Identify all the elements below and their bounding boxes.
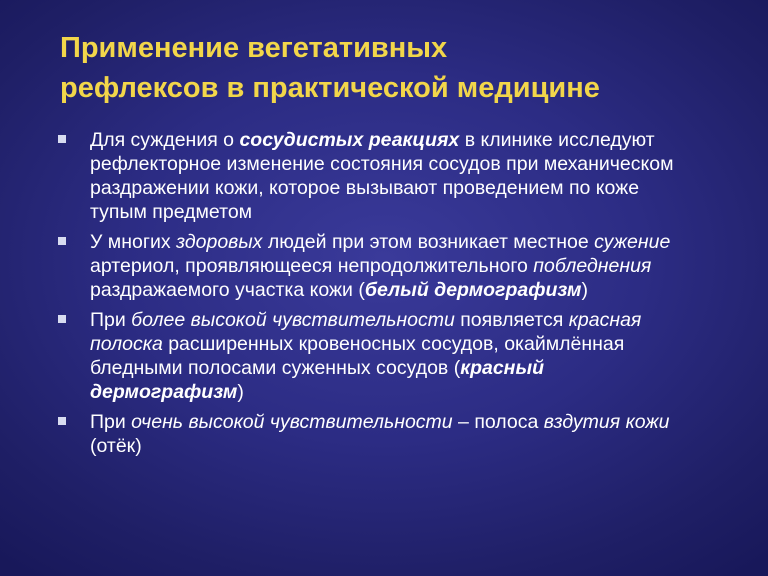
square-bullet-icon xyxy=(58,315,66,323)
bullet-text: При xyxy=(90,309,132,331)
bullet-text: артериол, проявляющееся непродолжительного xyxy=(90,255,534,277)
bullet-emphasis: очень высокой чувствительности xyxy=(131,411,453,433)
bullet-emphasis: вздутия кожи xyxy=(543,411,670,433)
bullet-text: раздражаемого участка кожи ( xyxy=(90,279,365,301)
bullet-text: – полоса xyxy=(452,411,544,433)
bullet-text: (отёк) xyxy=(90,435,142,457)
bullet-text: При xyxy=(90,411,132,433)
bullet-item-4 xyxy=(56,410,696,458)
bullet-emphasis: сужение xyxy=(594,231,671,253)
bullet-text: появляется xyxy=(454,309,569,331)
square-bullet-icon xyxy=(58,135,66,143)
bullet-emphasis: красный дермографизм xyxy=(90,357,545,403)
bullet-text: ) xyxy=(237,381,244,403)
square-bullet-icon xyxy=(58,417,66,425)
slide-title-line-1: Применение вегетативных xyxy=(60,32,448,64)
bullet-emphasis: побледнения xyxy=(533,255,652,277)
bullet-emphasis: здоровых xyxy=(176,231,263,253)
bullet-list xyxy=(56,128,696,464)
bullet-emphasis: белый дермографизм xyxy=(364,279,582,301)
bullet-item-2 xyxy=(56,230,696,302)
bullet-item-1 xyxy=(56,128,696,224)
slide-title xyxy=(60,28,740,108)
bullet-emphasis: более высокой чувствительности xyxy=(131,309,455,331)
bullet-item-3 xyxy=(56,308,696,404)
bullet-text: расширенных кровеносных сосудов, окаймлённая бледными полосами суженных сосудов ( xyxy=(90,333,625,379)
bullet-text: в клинике исследуют рефлекторное изменение состояния сосудов при механическом раздражении кожи, которое вызывают проведением по коже тупым предметом xyxy=(90,129,674,223)
bullet-emphasis: красная полоска xyxy=(90,309,642,355)
bullet-text: Для суждения о xyxy=(90,129,240,151)
slide-title-line-2: рефлексов в практической медицине xyxy=(60,72,600,104)
bullet-text: ) xyxy=(581,279,588,301)
bullet-emphasis: сосудистых реакциях xyxy=(239,129,460,151)
bullet-text: людей при этом возникает местное xyxy=(262,231,595,253)
square-bullet-icon xyxy=(58,237,66,245)
bullet-text: У многих xyxy=(90,231,176,253)
